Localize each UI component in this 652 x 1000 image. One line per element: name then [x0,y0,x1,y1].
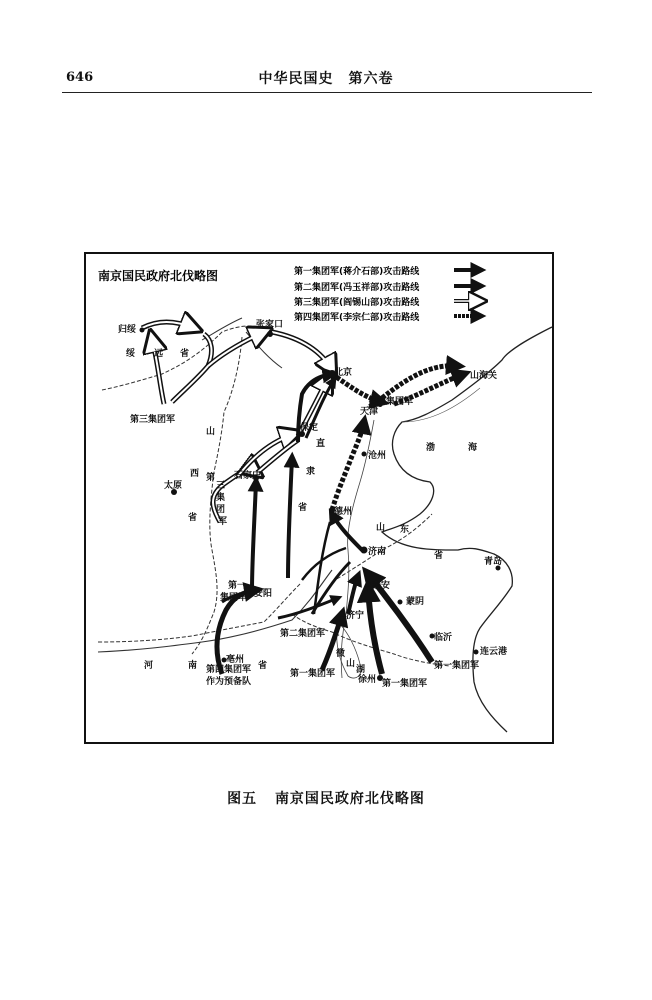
city-dot-cangzhou [362,452,367,457]
army-label-first-anyang-2: 集团军 [220,593,248,603]
city-label-dezhou: 德州 [334,507,353,517]
city-label-lianyungang: 连云港 [480,647,508,657]
army-label-third-north: 第三集团军 [130,415,176,425]
army-label-third-vertical-3: 集 [216,493,226,503]
map-title: 南京国民政府北伐略图 [98,269,219,283]
city-label-jinan: 济南 [368,547,387,557]
city-label-xuzhou: 徐州 [358,675,377,685]
city-label-jining: 济宁 [346,611,365,621]
city-label-baoding: 保定 [300,423,319,433]
city-label-shijiazhuang: 石家庄 [234,471,262,481]
army-label-third-vertical-2: 三 [216,481,226,491]
figure-caption [0,788,652,808]
bohai-sea [402,388,480,422]
army-label-fourth-tianjin: 第四集团军 [368,397,414,407]
army-label-third-vertical-1: 第 [206,473,216,483]
city-label-mengyin: 蒙阴 [406,597,425,607]
legend-label-third-army: 第三集团军(阎锡山部)攻击路线 [294,298,420,308]
running-title: 中华民国史 第六卷 [258,71,394,87]
army-label-first-left: 第一集团军 [290,669,336,679]
legend-label-first-army: 第一集团军(蒋介石部)攻击路线 [294,267,420,277]
province-boundary-shanxi [102,326,272,654]
city-dot-jining [339,611,345,617]
city-label-zhangjiakou: 张家口 [256,320,284,330]
region-suiyuan-3: 省 [180,349,190,359]
city-dot-guisui [140,328,145,333]
army-label-first-anyang-1: 第一 [228,581,247,591]
figure-number: 图五 [227,791,258,807]
region-weishan-1: 微 [336,649,346,659]
region-zhili-2: 隶 [306,467,316,477]
header-rule [62,92,592,93]
legend-label-fourth-army: 第四集团军(李宗仁部)攻击路线 [294,313,420,323]
city-label-taian: 泰安 [372,581,391,591]
city-label-taiyuan: 太原 [164,481,183,491]
city-dot-jinan [361,547,368,554]
region-bohai-1: 渤 [426,443,436,453]
army-label-fourth-reserve-1: 第四集团军 [206,665,252,675]
map-frame [84,252,554,744]
region-weishan-2: 山 [346,659,356,669]
region-shandong-3: 省 [434,551,444,561]
army-label-fourth-reserve-2: 作为预备队 [206,677,252,687]
city-label-shanhaiguan: 山海关 [470,371,498,381]
city-label-anyang: 安阳 [254,589,273,599]
army-label-third-vertical-5: 军 [218,517,228,527]
region-weishan-3: 湖 [356,665,366,675]
region-henan-2: 南 [188,661,198,671]
legend-label-second-army: 第二集团军(冯玉祥部)攻击路线 [294,283,420,293]
city-label-linyi: 临沂 [434,633,453,643]
army-label-first-right: 第一集团军 [434,661,480,671]
page-header [0,0,652,100]
city-dot-lianyungang [474,650,479,655]
army-label-second-jining: 第二集团军 [280,629,326,639]
city-label-beijing: 北京 [334,368,353,378]
army-label-first-mid: 第一集团军 [382,679,428,689]
city-label-guisui: 归绥 [118,325,137,335]
page-number: 646 [66,70,94,85]
region-shandong-1: 山 [376,523,386,533]
city-label-cangzhou: 沧州 [368,451,387,461]
city-dot-mengyin [398,600,403,605]
region-shanxi-3: 省 [188,513,198,523]
region-shandong-2: 东 [400,525,410,535]
map-legend [294,265,480,323]
figure-title: 南京国民政府北伐略图 [274,791,425,807]
city-label-tianjin: 天津 [360,407,379,417]
army-label-third-vertical-4: 团 [216,505,226,515]
city-label-qingdao: 青岛 [484,557,503,567]
region-suiyuan-1: 绥 [126,349,136,359]
city-dot-shanhaiguan [461,371,467,377]
region-bohai-2: 海 [468,443,478,453]
city-label-haozhou: 亳州 [226,655,245,665]
northern-expedition-map [86,254,552,742]
city-dot-taian [366,582,371,587]
region-shanxi-1: 山 [206,427,216,437]
region-henan-3: 省 [258,661,268,671]
city-dot-zhangjiakou [267,331,273,337]
region-henan-1: 河 [144,661,154,671]
region-zhili-1: 直 [316,439,326,449]
region-zhili-3: 省 [298,503,308,513]
region-suiyuan-2: 远 [154,349,164,359]
region-shanxi-2: 西 [190,469,200,479]
